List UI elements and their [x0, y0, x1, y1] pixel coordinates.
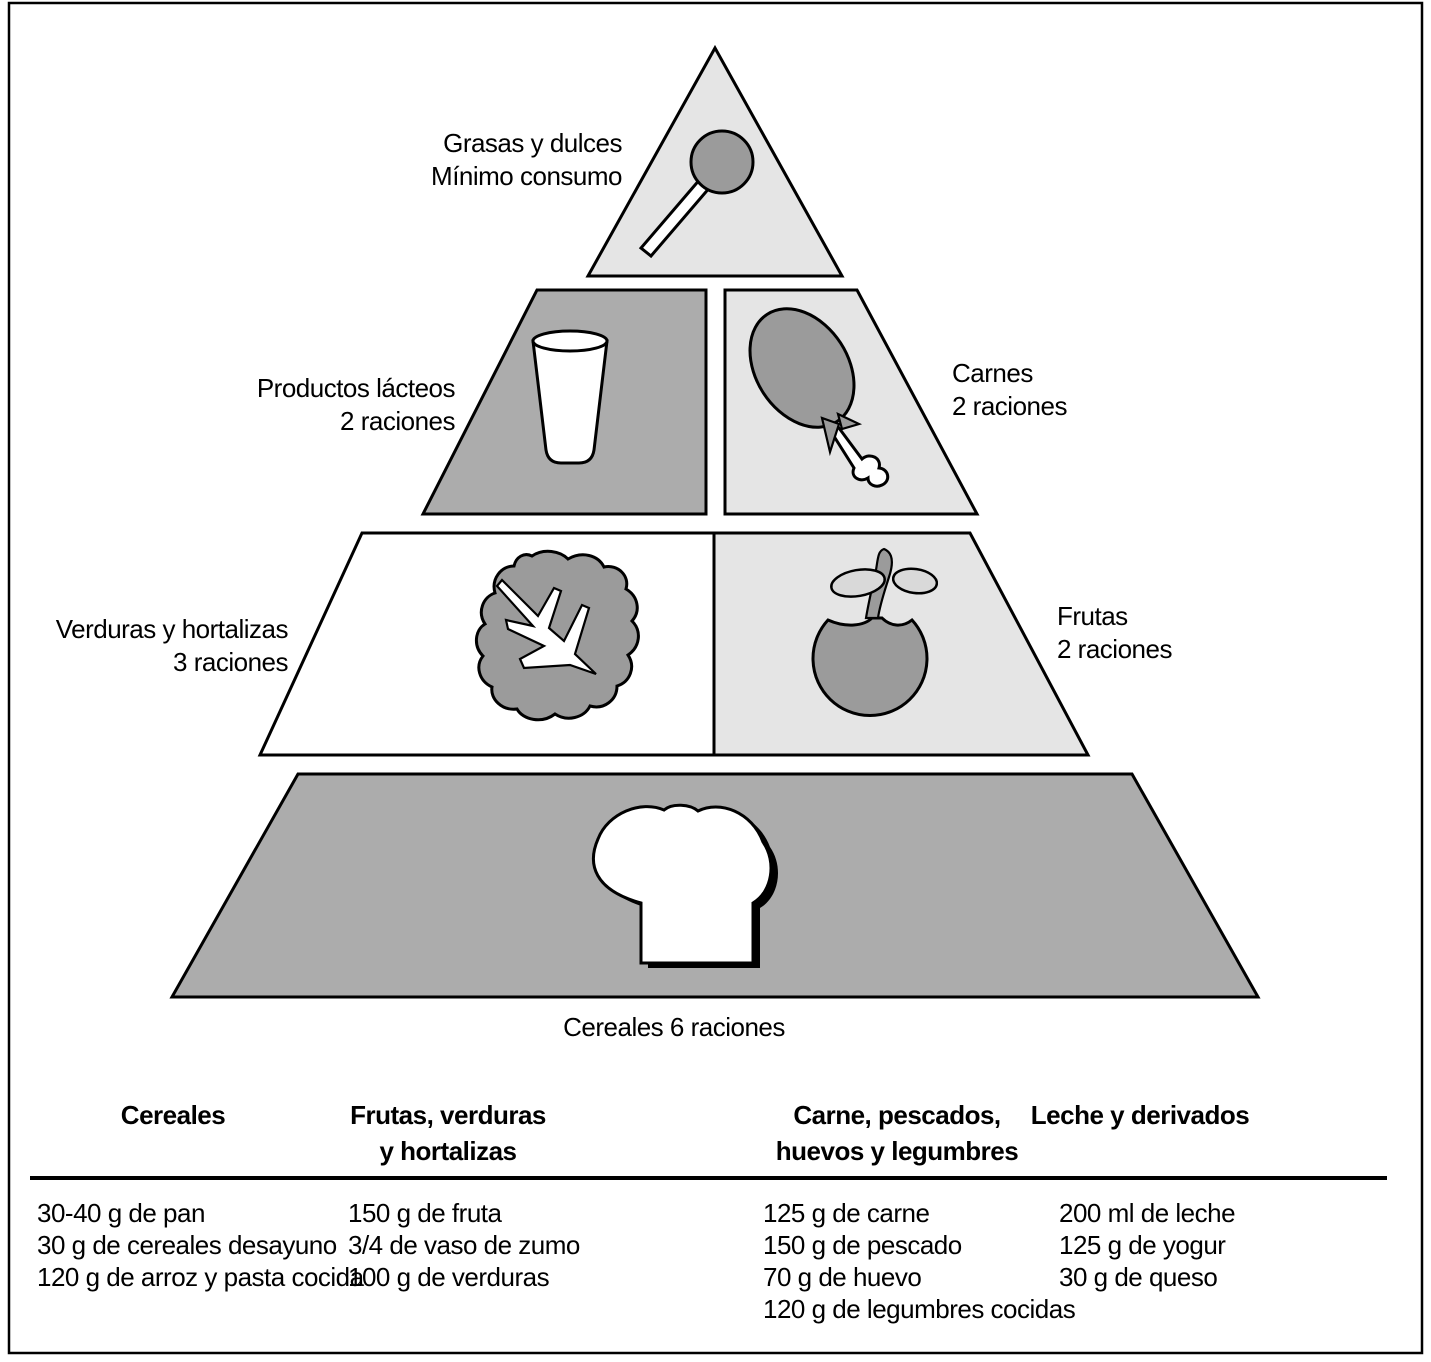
table-cell: 120 g de arroz y pasta cocida: [37, 1262, 364, 1292]
label-frutas-line1: Frutas: [1057, 601, 1128, 631]
label-grasas-line2: Mínimo consumo: [431, 161, 622, 191]
label-grasas-line1: Grasas y dulces: [443, 128, 622, 158]
label-carnes-line2: 2 raciones: [952, 391, 1067, 421]
table-cell: 70 g de huevo: [763, 1262, 922, 1292]
col-frutas-verduras-items: [348, 1197, 580, 1293]
table-cell: 100 g de verduras: [348, 1262, 550, 1292]
col-header-leche: [1031, 1097, 1249, 1133]
table-cell: 30 g de queso: [1059, 1262, 1218, 1292]
header-line: huevos y legumbres: [775, 1136, 1019, 1166]
col-cereales-items: [37, 1197, 364, 1293]
table-header-rule: [30, 1176, 1387, 1180]
label-frutas-line2: 2 raciones: [1057, 634, 1172, 664]
table-cell: 150 g de fruta: [348, 1198, 502, 1228]
col-header-cereales: [121, 1097, 225, 1133]
label-verduras-line2: 3 raciones: [173, 647, 288, 677]
col-header-frutas-verduras: [350, 1097, 546, 1169]
table-cell: 125 g de carne: [763, 1198, 930, 1228]
label-lacteos-line2: 2 raciones: [340, 406, 455, 436]
table-cell: 150 g de pescado: [763, 1230, 962, 1260]
table-cell: 3/4 de vaso de zumo: [348, 1230, 580, 1260]
label-verduras-line1: Verduras y hortalizas: [55, 614, 288, 644]
milk-glass-icon: [533, 331, 607, 463]
header-line: Carne, pescados,: [793, 1100, 1001, 1130]
table-cell: 125 g de yogur: [1059, 1230, 1226, 1260]
table-cell: 200 ml de leche: [1059, 1198, 1236, 1228]
table-cell: 30 g de cereales desayuno: [37, 1230, 337, 1260]
label-carnes-line1: Carnes: [952, 358, 1033, 388]
header-line: y hortalizas: [379, 1136, 517, 1166]
label-lacteos-line1: Productos lácteos: [256, 373, 455, 403]
col-header-carne-pescados: [776, 1097, 1018, 1169]
header-line: Frutas, verduras: [350, 1100, 546, 1130]
lettuce-icon: [476, 551, 638, 719]
table-cell: 30-40 g de pan: [37, 1198, 205, 1228]
header-line: Cereales: [120, 1100, 226, 1130]
col-carne-pescados-items: [763, 1197, 1075, 1325]
table-cell: 120 g de legumbres cocidas: [763, 1294, 1076, 1324]
col-leche-items: [1059, 1197, 1235, 1293]
header-line: Leche y derivados: [1030, 1100, 1250, 1130]
label-cereales: Cereales 6 raciones: [563, 1012, 785, 1042]
